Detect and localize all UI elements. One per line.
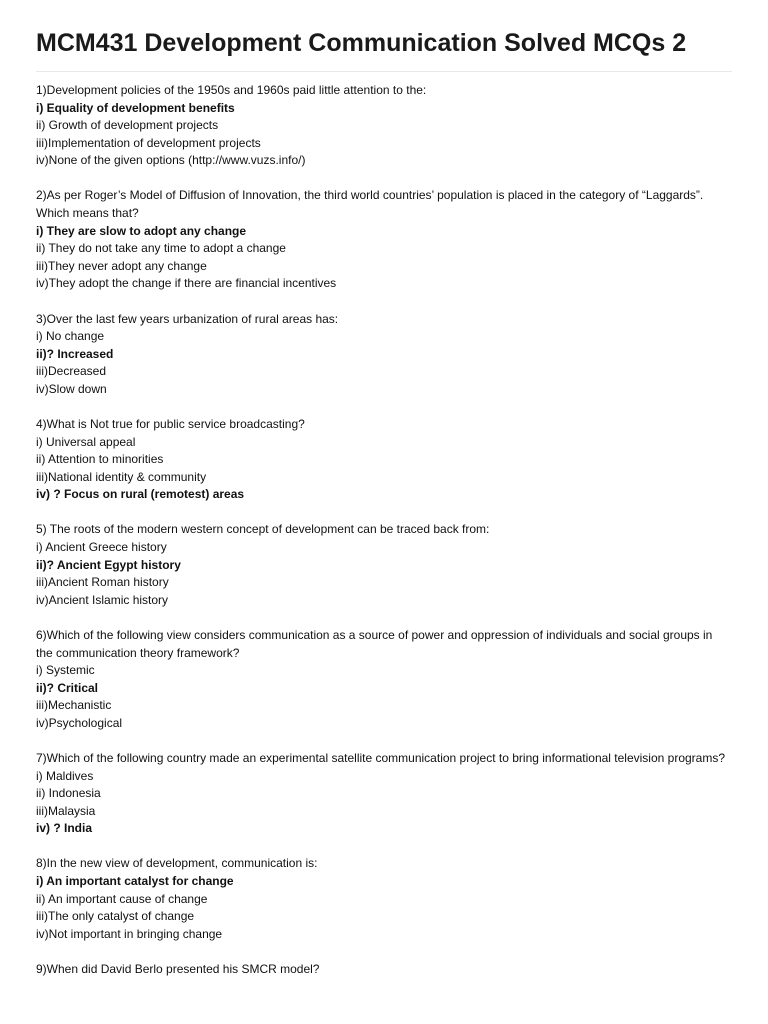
option-correct: ii)? Increased	[36, 346, 114, 361]
question-4	[36, 416, 732, 504]
question-8	[36, 855, 732, 943]
title-divider	[36, 71, 732, 72]
option: i) No change	[36, 329, 105, 344]
option: iv)None of the given options (http://www.vuzs.info/)	[36, 153, 306, 168]
question-3	[36, 311, 732, 399]
option-correct: i) Equality of development benefits	[36, 100, 235, 115]
option: iv)They adopt the change if there are financial incentives	[36, 276, 337, 291]
option-correct: i) An important catalyst for change	[36, 874, 234, 889]
question-2	[36, 187, 732, 293]
question-text: 8)In the new view of development, communication is:	[36, 856, 318, 871]
option: iv)Psychological	[36, 715, 123, 730]
option-correct: ii)? Critical	[36, 680, 99, 695]
option: ii) Growth of development projects	[36, 118, 219, 133]
question-text: 3)Over the last few years urbanization of rural areas has:	[36, 311, 339, 326]
question-text: 2)As per Roger’s Model of Diffusion of Innovation, the third world countries’ population is placed in the category of “Laggards”. Which means that?	[36, 188, 704, 221]
option: iii)Decreased	[36, 364, 107, 379]
question-9	[36, 961, 732, 979]
option: ii) They do not take any time to adopt a change	[36, 241, 286, 256]
option: i) Universal appeal	[36, 434, 136, 449]
option: iii)Malaysia	[36, 803, 96, 818]
question-text: 4)What is Not true for public service broadcasting?	[36, 417, 305, 431]
question-text: 9)When did David Berlo presented his SMCR model?	[36, 961, 320, 976]
option-correct: iv) ? Focus on rural (remotest) areas	[36, 487, 245, 502]
page-title: MCM431 Development Communication Solved MCQs 2	[36, 29, 687, 57]
option: iii)Mechanistic	[36, 698, 112, 713]
option-correct: ii)? Ancient Egypt history	[36, 557, 181, 572]
option: iii)Implementation of development projects	[36, 135, 261, 150]
question-5	[36, 521, 732, 609]
option: iii)National identity & community	[36, 469, 207, 484]
question-list	[36, 82, 732, 979]
option-correct: iv) ? India	[36, 821, 93, 836]
question-text: 1)Development policies of the 1950s and 1960s paid little attention to the:	[36, 83, 427, 97]
option: ii) Attention to minorities	[36, 452, 164, 467]
option: iii)They never adopt any change	[36, 258, 207, 273]
question-text: 6)Which of the following view considers communication as a source of power and oppression of individuals and social groups in the communication theory framework?	[36, 627, 713, 660]
question-text: 5) The roots of the modern western concept of development can be traced back from:	[36, 522, 490, 537]
option: i) Systemic	[36, 663, 95, 678]
option-correct: i) They are slow to adopt any change	[36, 223, 247, 238]
question-text: 7)Which of the following country made an experimental satellite communication project to bring informational television programs?	[36, 751, 726, 765]
question-6	[36, 627, 732, 733]
question-7	[36, 750, 732, 838]
option: iv)Ancient Islamic history	[36, 592, 169, 607]
option: iii)The only catalyst of change	[36, 909, 195, 924]
option: iii)Ancient Roman history	[36, 575, 169, 590]
question-1	[36, 82, 732, 170]
option: i) Ancient Greece history	[36, 540, 167, 555]
option: iv)Not important in bringing change	[36, 926, 223, 941]
option: i) Maldives	[36, 768, 94, 783]
option: iv)Slow down	[36, 381, 107, 396]
option: ii) An important cause of change	[36, 891, 208, 906]
option: ii) Indonesia	[36, 786, 101, 801]
